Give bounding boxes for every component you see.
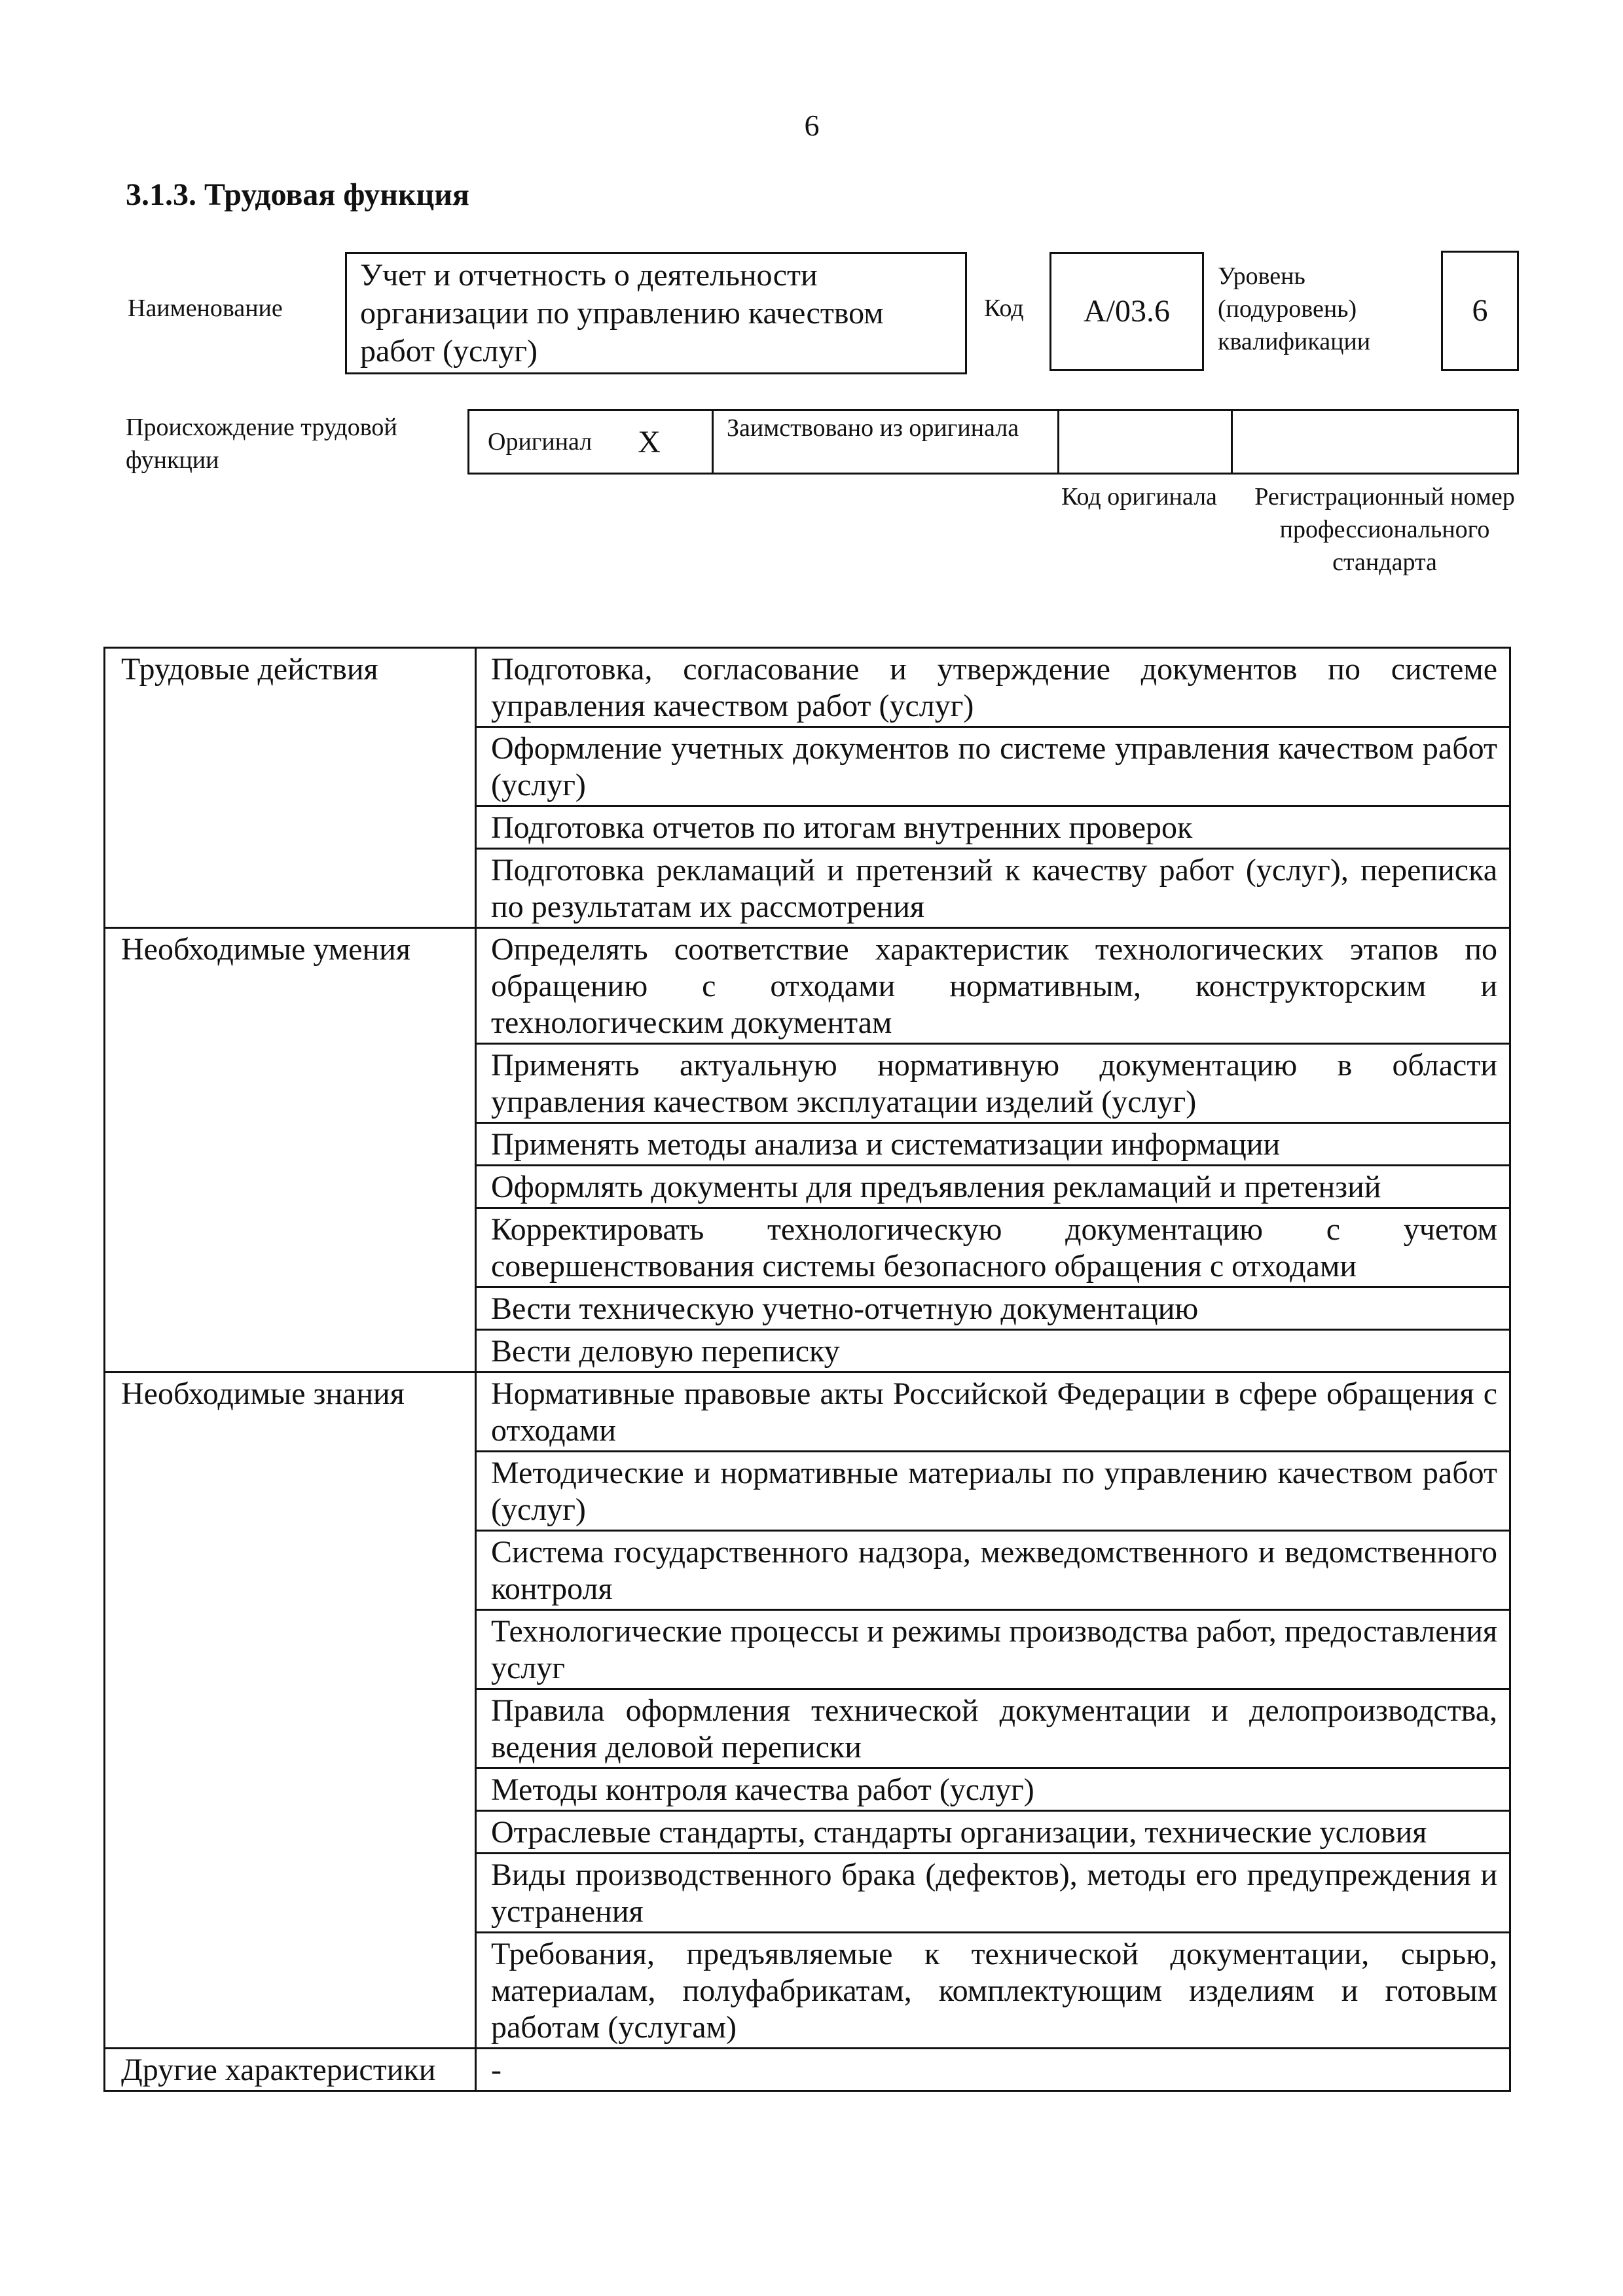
category-label: Необходимые знания	[105, 1372, 476, 2049]
table-row	[105, 2049, 1510, 2091]
list-item: Оформление учетных документов по системе управления качеством работ (услуг)	[476, 727, 1510, 806]
registration-number-cell	[1233, 411, 1517, 473]
list-item: Методические и нормативные материалы по управлению качеством работ (услуг)	[476, 1452, 1510, 1531]
original-label: Оригинал	[488, 428, 593, 456]
list-item: Вести деловую переписку	[476, 1330, 1510, 1372]
list-item: Подготовка отчетов по итогам внутренних проверок	[476, 806, 1510, 849]
origin-row	[467, 409, 1519, 475]
origin-label: Происхождение трудовой функции	[126, 414, 397, 474]
list-item: Подготовка рекламаций и претензий к качеству работ (услуг), переписка по результатам их рассмотрения	[476, 849, 1510, 928]
level-value: 6	[1441, 251, 1519, 371]
code-label: Код	[984, 295, 1024, 322]
list-item: Вести техническую учетно-отчетную документацию	[476, 1287, 1510, 1330]
list-item: Применять методы анализа и систематизации информации	[476, 1123, 1510, 1166]
list-item: Подготовка, согласование и утверждение документов по системе управления качеством работ (услуг)	[476, 648, 1510, 727]
list-item: Оформлять документы для предъявления рекламаций и претензий	[476, 1166, 1510, 1208]
list-item: Определять соответствие характеристик технологических этапов по обращению с отходами нормативным, конструкторским и технологическим документам	[476, 928, 1510, 1044]
borrowed-label: Заимствовано из оригинала	[714, 411, 1059, 473]
table-row	[105, 1372, 1510, 1452]
list-item: Правила оформления технической документации и делопроизводства, ведения деловой переписки	[476, 1689, 1510, 1768]
table-row	[105, 928, 1510, 1044]
list-item: Система государственного надзора, межведомственного и ведомственного контроля	[476, 1531, 1510, 1610]
list-item: Виды производственного брака (дефектов), методы его предупреждения и устранения	[476, 1854, 1510, 1933]
level-label: Уровень (подуровень) квалификации	[1218, 262, 1371, 355]
list-item: Технологические процессы и режимы производства работ, предоставления услуг	[476, 1610, 1510, 1689]
section-title: 3.1.3. Трудовая функция	[126, 177, 469, 212]
original-cell	[469, 411, 714, 473]
original-code-caption: Код оригинала	[1061, 483, 1217, 511]
list-item: Нормативные правовые акты Российской Федерации в сфере обращения с отходами	[476, 1372, 1510, 1452]
name-label: Наименование	[128, 295, 283, 322]
list-item: Применять актуальную нормативную документацию в области управления качеством эксплуатации изделий (услуг)	[476, 1044, 1510, 1123]
list-item: Отраслевые стандарты, стандарты организации, технические условия	[476, 1811, 1510, 1854]
original-mark: X	[638, 424, 661, 459]
list-item: Методы контроля качества работ (услуг)	[476, 1768, 1510, 1811]
list-item: -	[476, 2049, 1510, 2091]
registration-number-caption: Регистрационный номер профессионального стандарта	[1254, 483, 1515, 576]
list-item: Требования, предъявляемые к технической документации, сырью, материалам, полуфабрикатам, комплектующим изделиям и готовым работам (услугам)	[476, 1933, 1510, 2049]
name-value: Учет и отчетность о деятельности организации по управлению качеством работ (услуг)	[345, 252, 967, 374]
original-code-cell	[1059, 411, 1233, 473]
category-label: Необходимые умения	[105, 928, 476, 1372]
category-label: Другие характеристики	[105, 2049, 476, 2091]
table-row	[105, 648, 1510, 727]
category-label: Трудовые действия	[105, 648, 476, 928]
code-value: A/03.6	[1049, 252, 1204, 371]
page-number: 6	[804, 109, 820, 142]
function-table	[103, 647, 1511, 2092]
list-item: Корректировать технологическую документацию с учетом совершенствования системы безопасного обращения с отходами	[476, 1208, 1510, 1287]
